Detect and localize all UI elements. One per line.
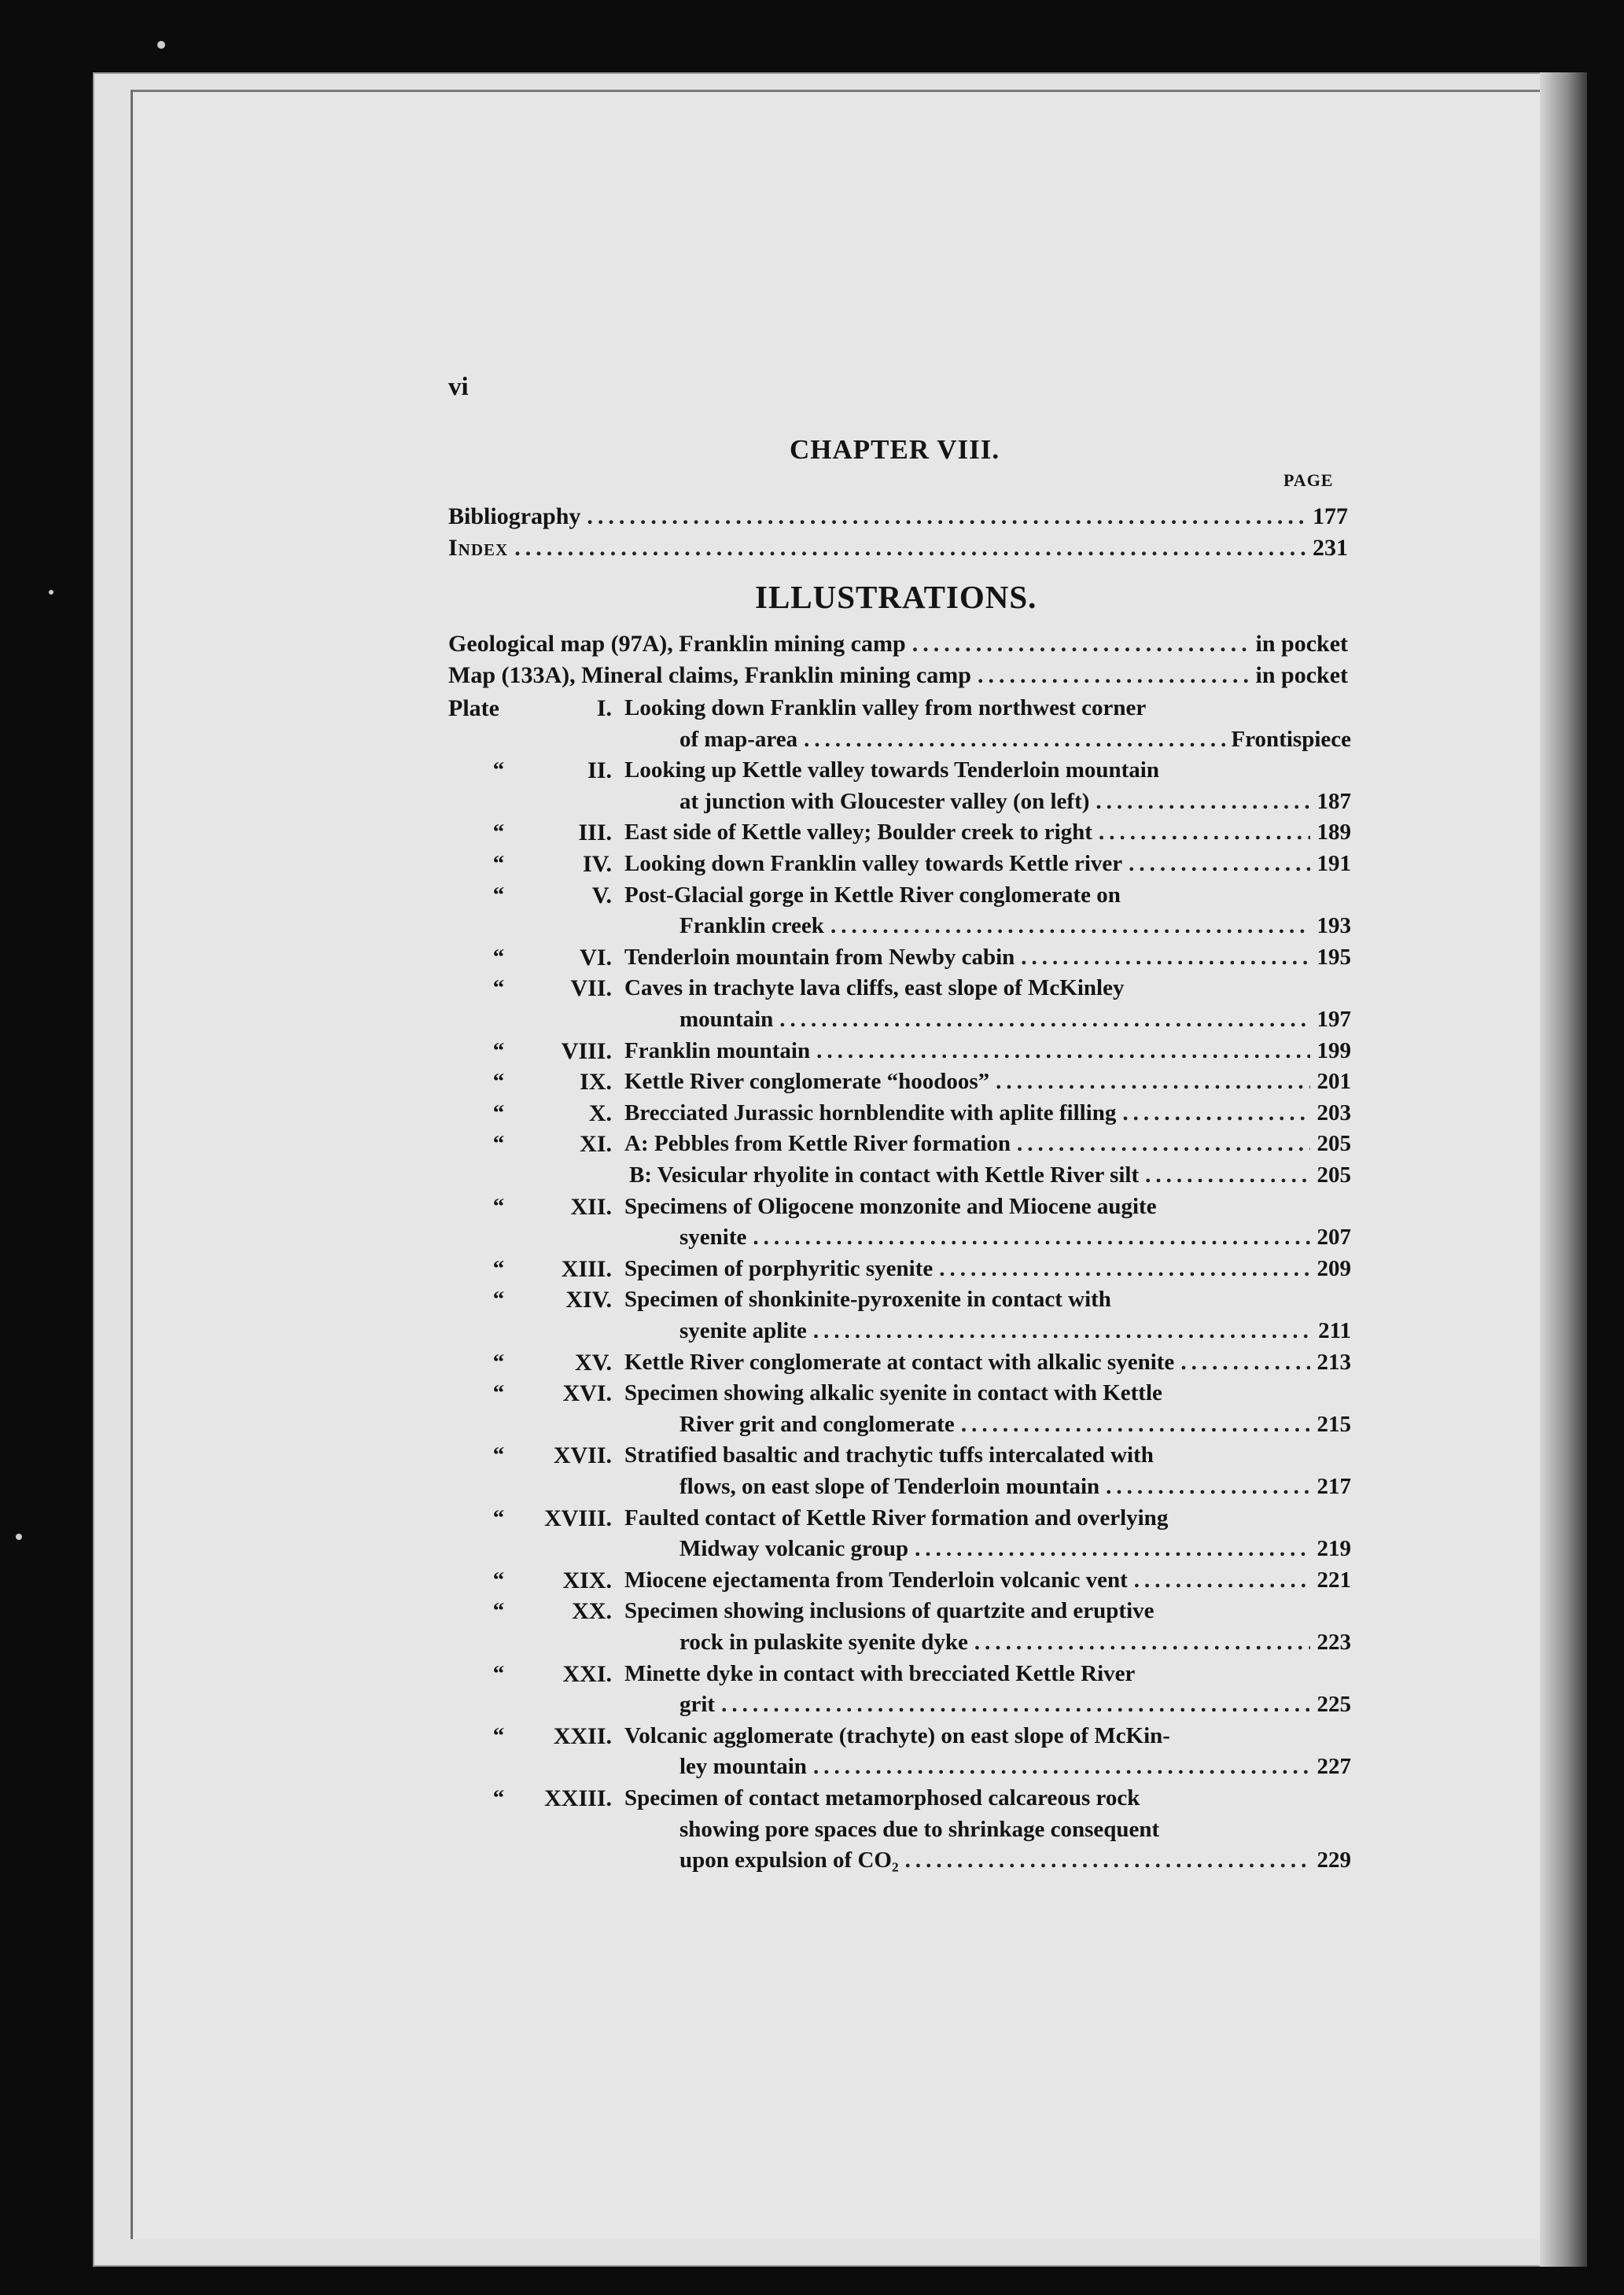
ditto-mark: “ (492, 1660, 505, 1686)
scan-speck (49, 590, 53, 595)
plate-description: syenite aplite (679, 1318, 807, 1343)
leader-dots (1129, 851, 1310, 877)
map-entry[interactable] (448, 631, 1348, 658)
plate-page: 215 (1317, 1411, 1351, 1437)
plate-description: showing pore spaces due to shrinkage consequent (679, 1816, 1160, 1842)
plate-number: IV. (583, 851, 612, 877)
ditto-mark: “ (492, 1380, 505, 1406)
plate-number: XXIII. (544, 1785, 612, 1811)
leader-dots (915, 1536, 1310, 1562)
plate-page: 193 (1317, 913, 1351, 939)
leader-dots (816, 1038, 1310, 1064)
page-gutter-shadow (1540, 72, 1587, 2267)
ditto-mark: “ (492, 975, 505, 1001)
plate-page: 197 (1317, 1007, 1351, 1032)
plate-description: Stratified basaltic and trachytic tuffs intercalated with (624, 1442, 1154, 1468)
ditto-mark: “ (492, 851, 505, 876)
chapter-title: CHAPTER VIII. (790, 434, 1000, 465)
leader-dots (996, 1069, 1310, 1095)
ditto-mark: “ (492, 882, 505, 908)
leader-dots (830, 913, 1310, 939)
leader-dots (1145, 1162, 1310, 1188)
toc-entry-label: Bibliography (448, 503, 581, 529)
plate-page: 219 (1317, 1536, 1351, 1562)
ditto-mark: “ (492, 757, 505, 783)
toc-entry-page: 177 (1313, 503, 1348, 529)
page-number: vi (448, 373, 469, 401)
plate-page: 203 (1317, 1100, 1351, 1125)
plate-description: East side of Kettle valley; Boulder creek to right (624, 820, 1092, 845)
plate-description: rock in pulaskite syenite dyke (679, 1630, 968, 1655)
plate-number: XV. (575, 1349, 612, 1376)
ditto-mark: “ (492, 1037, 505, 1063)
leader-dots (1099, 820, 1310, 845)
plate-page: 227 (1317, 1754, 1351, 1780)
scan-speck (157, 41, 165, 49)
plate-page: 191 (1317, 851, 1351, 876)
leader-dots (1106, 1474, 1310, 1500)
plate-page: 213 (1317, 1349, 1351, 1375)
plate-description: Midway volcanic group (679, 1536, 909, 1562)
leader-dots (813, 1754, 1310, 1780)
ditto-mark: “ (492, 1255, 505, 1281)
leader-dots (587, 503, 1306, 530)
leader-dots (753, 1225, 1310, 1251)
illustrations-title: ILLUSTRATIONS. (755, 579, 1037, 615)
map-entry-page: in pocket (1255, 631, 1348, 657)
plate-number: IX. (580, 1069, 612, 1096)
ditto-mark: “ (492, 1722, 505, 1748)
plate-page: 189 (1317, 820, 1351, 845)
leader-dots (1122, 1100, 1310, 1126)
plate-page: 209 (1317, 1255, 1351, 1281)
plate-description: Faulted contact of Kettle River formation and overlying (624, 1505, 1169, 1531)
plate-description: Brecciated Jurassic hornblendite with aplite filling (624, 1100, 1117, 1125)
toc-entry-label: Index (448, 535, 509, 561)
plate-description: ley mountain (679, 1754, 807, 1780)
plate-page: 199 (1317, 1037, 1351, 1063)
plate-description: syenite (679, 1225, 747, 1251)
plate-description: Miocene ejectamenta from Tenderloin volcanic vent (624, 1567, 1128, 1593)
plate-description: upon expulsion of CO₂ (679, 1847, 899, 1873)
plate-description: Franklin creek (679, 913, 824, 939)
leader-dots (514, 535, 1306, 562)
map-entry-label: Map (133A), Mineral claims, Franklin mining camp (448, 662, 971, 688)
leader-dots (1017, 1131, 1310, 1157)
plate-number: XII. (570, 1193, 612, 1220)
plate-description: Specimen showing alkalic syenite in contact with Kettle (624, 1380, 1162, 1406)
plate-description: Specimen of porphyritic syenite (624, 1255, 934, 1281)
page-column-heading: PAGE (1283, 470, 1334, 490)
leader-dots (1134, 1567, 1310, 1593)
plate-number: XVII. (553, 1442, 612, 1469)
leader-dots (974, 1630, 1310, 1656)
plate-description: of map-area (679, 726, 798, 752)
leader-dots (1096, 789, 1310, 815)
plate-word: Plate (448, 695, 499, 721)
leader-dots (1021, 945, 1310, 971)
ditto-mark: “ (492, 1598, 505, 1624)
plate-number: X. (588, 1100, 612, 1126)
leader-dots (779, 1007, 1310, 1033)
ditto-mark: “ (492, 1287, 505, 1313)
plate-number: XIII. (561, 1255, 612, 1282)
plate-number: I. (596, 695, 612, 721)
leader-dots (912, 631, 1250, 658)
leader-dots (813, 1318, 1310, 1344)
plate-number: VII. (570, 975, 612, 1002)
ditto-mark: “ (492, 1069, 505, 1095)
plate-page: 201 (1317, 1069, 1351, 1095)
leader-dots (978, 662, 1250, 689)
scan-speck (16, 1534, 22, 1540)
plate-description: Tenderloin mountain from Newby cabin (624, 944, 1015, 970)
plate-number: XIV. (565, 1287, 612, 1313)
leader-dots (721, 1692, 1310, 1718)
ditto-mark: “ (492, 1567, 505, 1593)
leader-dots (939, 1256, 1310, 1282)
plate-page: 187 (1317, 788, 1351, 814)
plate-description: Volcanic agglomerate (trachyte) on east slope of McKin- (624, 1722, 1170, 1748)
plate-description: A: Pebbles from Kettle River formation (624, 1131, 1011, 1157)
plate-number: VIII. (561, 1037, 612, 1064)
toc-entry-page: 231 (1313, 535, 1348, 561)
plate-description: Specimen of contact metamorphosed calcareous rock (624, 1785, 1140, 1811)
plate-number: XVI. (562, 1380, 612, 1407)
plate-page: Frontispiece (1231, 726, 1351, 752)
plate-description: Minette dyke in contact with brecciated Kettle River (624, 1660, 1136, 1686)
plate-description: Kettle River conglomerate at contact with alkalic syenite (624, 1349, 1175, 1375)
plate-number: XI. (580, 1131, 612, 1158)
leader-dots (804, 727, 1224, 753)
plate-number: III. (578, 820, 612, 846)
plate-description: Specimen showing inclusions of quartzite and eruptive (624, 1598, 1154, 1624)
plate-number: XX. (572, 1598, 612, 1625)
plate-description: Specimens of Oligocene monzonite and Miocene augite (624, 1193, 1157, 1219)
ditto-mark: “ (492, 1349, 505, 1375)
plate-number: XVIII. (544, 1505, 612, 1531)
plate-description: River grit and conglomerate (679, 1411, 955, 1437)
ditto-mark: “ (492, 944, 505, 970)
plate-page: 195 (1317, 944, 1351, 970)
plate-description: Looking up Kettle valley towards Tenderloin mountain (624, 757, 1159, 783)
plate-page: 207 (1317, 1225, 1351, 1251)
toc-entry-index[interactable] (448, 535, 1348, 562)
plate-description: mountain (679, 1007, 774, 1032)
plate-page: 221 (1317, 1567, 1351, 1593)
ditto-mark: “ (492, 1131, 505, 1157)
ditto-mark: “ (492, 1505, 505, 1531)
plate-number: XXII. (553, 1722, 612, 1749)
plate-description: Franklin mountain (624, 1037, 811, 1063)
ditto-mark: “ (492, 1442, 505, 1468)
ditto-mark: “ (492, 1785, 505, 1811)
plate-description: Specimen of shonkinite-pyroxenite in contact with (624, 1287, 1111, 1313)
plate-page: 211 (1318, 1318, 1351, 1343)
plate-description: Looking down Franklin valley from northwest corner (624, 695, 1147, 720)
ditto-mark: “ (492, 820, 505, 845)
ditto-mark: “ (492, 1100, 505, 1125)
map-entry-label: Geological map (97A), Franklin mining camp (448, 631, 906, 657)
plate-description: at junction with Gloucester valley (on left) (679, 788, 1090, 814)
map-entry[interactable] (448, 662, 1348, 689)
toc-entry-bibliography[interactable] (448, 503, 1348, 530)
plate-page: 229 (1317, 1847, 1351, 1873)
plate-description: Kettle River conglomerate “hoodoos” (624, 1069, 990, 1095)
plate-number: II. (587, 757, 612, 784)
leader-dots (905, 1847, 1310, 1873)
plate-page: 225 (1317, 1692, 1351, 1718)
plate-page: 205 (1317, 1131, 1351, 1157)
plate-page: 217 (1317, 1474, 1351, 1499)
plate-description: grit (679, 1692, 716, 1718)
leader-dots (1180, 1350, 1310, 1376)
ditto-mark: “ (492, 1193, 505, 1219)
map-entry-page: in pocket (1255, 662, 1348, 688)
plate-page: 223 (1317, 1630, 1351, 1655)
plate-number: XXI. (562, 1660, 612, 1687)
plate-number: XIX. (562, 1567, 612, 1593)
plate-number: VI. (580, 944, 612, 971)
plate-number: V. (591, 882, 612, 908)
plate-description: B: Vesicular rhyolite in contact with Kettle River silt (629, 1162, 1140, 1188)
plate-page: 205 (1317, 1162, 1351, 1188)
leader-dots (961, 1412, 1310, 1438)
plate-description: Caves in trachyte lava cliffs, east slope of McKinley (624, 975, 1125, 1001)
plate-description: flows, on east slope of Tenderloin mountain (679, 1474, 1100, 1499)
plate-description: Post-Glacial gorge in Kettle River conglomerate on (624, 882, 1121, 908)
plate-description: Looking down Franklin valley towards Kettle river (624, 851, 1123, 876)
